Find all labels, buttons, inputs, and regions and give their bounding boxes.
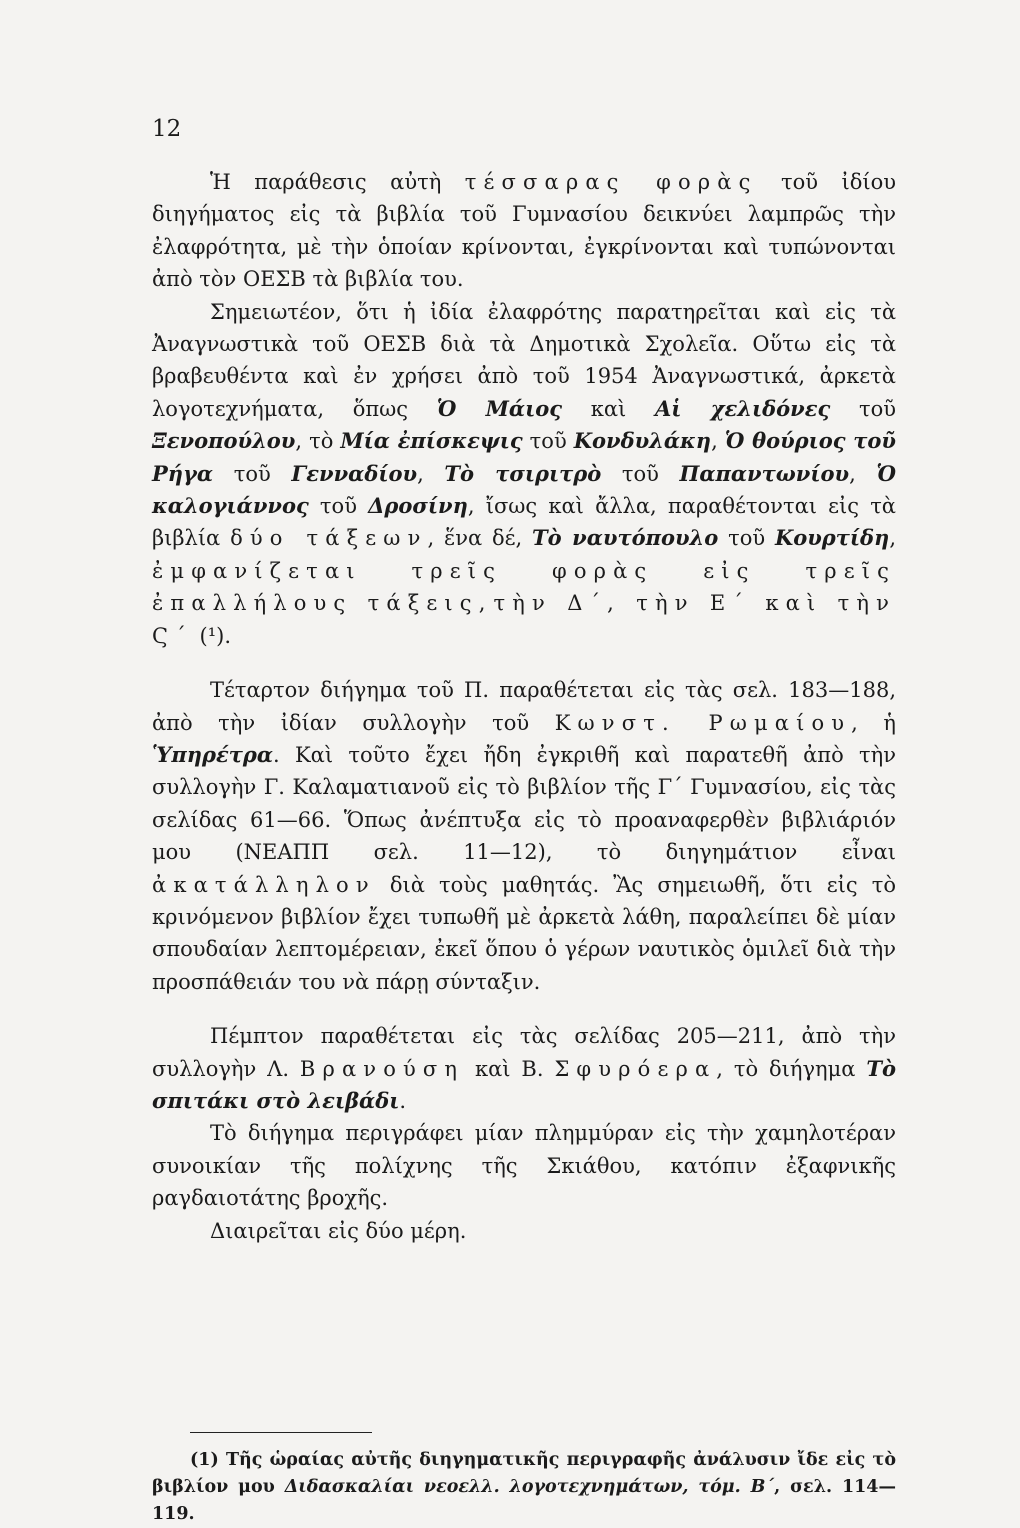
spaced-text: τέσσαρας φορὰς (464, 170, 758, 194)
author-ref: Κουρτίδη (774, 525, 890, 551)
title-ref: Ὁ Μάιος (436, 395, 563, 421)
title-ref: Τὸ ναυτόπουλο (532, 525, 719, 551)
book-title-ref: Διδασκαλίαι νεοελλ. λογοτεχνημάτων, τόμ. Β΄ (284, 1477, 775, 1497)
title-ref: Ὁ καλογιάννος (152, 460, 896, 519)
title-ref: Μία ἐπίσκεψις (340, 428, 523, 454)
author-ref: Γενναδίου (291, 460, 418, 486)
title-ref: Ὁ θούριος τοῦ Ρήγα (152, 428, 896, 486)
paragraph-4: Πέμπτον παραθέτεται εἰς τὰς σελίδας 205—211, ἀπὸ τὴν συλλογὴν Λ. Βρανούση καὶ Β. Σφυρόερα, τὸ διήγημα Τὸ σπιτάκι στὸ λειβάδι. (152, 1024, 896, 1113)
spaced-text: τὴν Δ΄, τὴν Ε΄ καὶ τὴν Ϛ΄ (152, 591, 896, 648)
title-ref: Τὸ σπιτάκι στὸ λειβάδι (152, 1055, 896, 1113)
title-ref: Ὑπηρέτρα (152, 741, 273, 767)
author-ref: Κονδυλάκη (573, 428, 712, 454)
spaced-text: Σφυρόερα (554, 1056, 717, 1081)
spaced-text: Βρανούση (299, 1056, 465, 1081)
paragraph-2: Σημειωτέον, ὅτι ἡ ἰδία ἐλαφρότης παρατηρεῖται καὶ εἰς τὰ Ἀναγνωστικὰ τοῦ ΟΕΣΒ διὰ τὰ Δημοτικὰ Σχολεῖα. Οὕτω εἰς τὰ βραβευθέντα καὶ ἐν χρήσει ἀπὸ τοῦ 1954 Ἀναγνωστικά, ἀρκετὰ λογοτεχνήματα, ὅπως Ὁ Μάιος καὶ Αἱ χελιδόνες τοῦ Ξενοπούλου, τὸ Μία ἐπίσκεψις τοῦ Κονδυλάκη, Ὁ θούριος τοῦ Ρήγα τοῦ Γενναδίου, Τὸ τσιριτρὸ τοῦ Παπαντωνίου, Ὁ καλογιάννος τοῦ Δροσίνη, ἴσως καὶ ἄλλα, παραθέτονται εἰς τὰ βιβλία δύο τάξεων, ἕνα δέ, Τὸ ναυτόπουλο τοῦ Κουρτίδη, ἐμφανίζεται τρεῖς φορὰς εἰς τρεῖς ἐπαλλήλους τάξεις, τὴν Δ΄, τὴν Ε΄ καὶ τὴν Ϛ΄ (¹). (152, 299, 897, 648)
body-text (152, 166, 896, 1247)
title-ref: Τὸ τσιριτρὸ (444, 460, 602, 486)
paragraph-1: Ἡ παράθεσις αὐτὴ τέσσαρας φορὰς τοῦ ἰδίου διηγήματος εἰς τὰ βιβλία τοῦ Γυμνασίου δεικνύει λαμπρῶς τὴν ἐλαφρότητα, μὲ τὴν ὁποίαν κρίνονται, ἐγκρίνονται καὶ τυπώνονται ἀπὸ τὸν ΟΕΣΒ τὰ βιβλία του. (152, 170, 896, 292)
spaced-text: δύο τάξεων (230, 526, 428, 551)
footnote: (1) Τῆς ὡραίας αὐτῆς διηγηματικῆς περιγραφῆς ἀνάλυσιν ἴδε εἰς τὸ βιβλίον μου Διδασκαλίαι νεοελλ. λογοτεχνημάτων, τόμ. Β΄, σελ. 114—119. (152, 1450, 896, 1524)
author-ref: Ξενοπούλου (152, 428, 296, 454)
spaced-text: Κωνστ. Ρωμαίου (554, 710, 852, 735)
author-ref: Παπαντωνίου (679, 460, 850, 486)
spaced-text: ἀκατάλληλον (152, 872, 376, 897)
paragraph-3: Τέταρτον διήγημα τοῦ Π. παραθέτεται εἰς τὰς σελ. 183—188, ἀπὸ τὴν ἰδίαν συλλογὴν τοῦ Κωνστ. Ρωμαίου, ἡ Ὑπηρέτρα. Καὶ τοῦτο ἔχει ἤδη ἐγκριθῆ καὶ παρατεθῆ ἀπὸ τὴν συλλογὴν Γ. Καλαματιανοῦ εἰς τὸ βιβλίον τῆς Γ΄ Γυμνασίου, εἰς τὰς σελίδας 61—66. Ὅπως ἀνέπτυξα εἰς τὸ προαναφερθὲν βιβλιάριόν μου (ΝΕΑΠΠ σελ. 11—12), τὸ διηγημάτιον εἶναι ἀκατάλληλον διὰ τοὺς μαθητάς. Ἂς σημειωθῆ, ὅτι εἰς τὸ κρινόμενον βιβλίον ἔχει τυπωθῆ μὲ ἀρκετὰ λάθη, παραλείπει δὲ μίαν σπουδαίαν λεπτομέρειαν, ἐκεῖ ὅπου ὁ γέρων ναυτικὸς ὁμιλεῖ διὰ τὴν προσπάθειάν του νὰ πάρῃ σύνταξιν. (152, 678, 896, 994)
footnote-marker: (¹). (192, 623, 232, 648)
page-number: 12 (152, 116, 182, 142)
paragraph-5: Τὸ διήγημα περιγράφει μίαν πλημμύραν εἰς τὴν χαμηλοτέραν συνοικίαν τῆς πολίχνης τῆς Σκιάθου, κατόπιν ἐξαφνικῆς ραγδαιοτάτης βροχῆς. (152, 1121, 896, 1211)
footnote-divider (190, 1432, 372, 1433)
paragraph-6: Διαιρεῖται εἰς δύο μέρη. (210, 1218, 467, 1243)
title-ref: Αἱ χελιδόνες (654, 395, 831, 421)
spaced-text: ἐμφανίζεται τρεῖς φορὰς εἰς τρεῖς ἐπαλλήλους τάξεις (152, 558, 896, 616)
author-ref: Δροσίνη (368, 493, 468, 519)
